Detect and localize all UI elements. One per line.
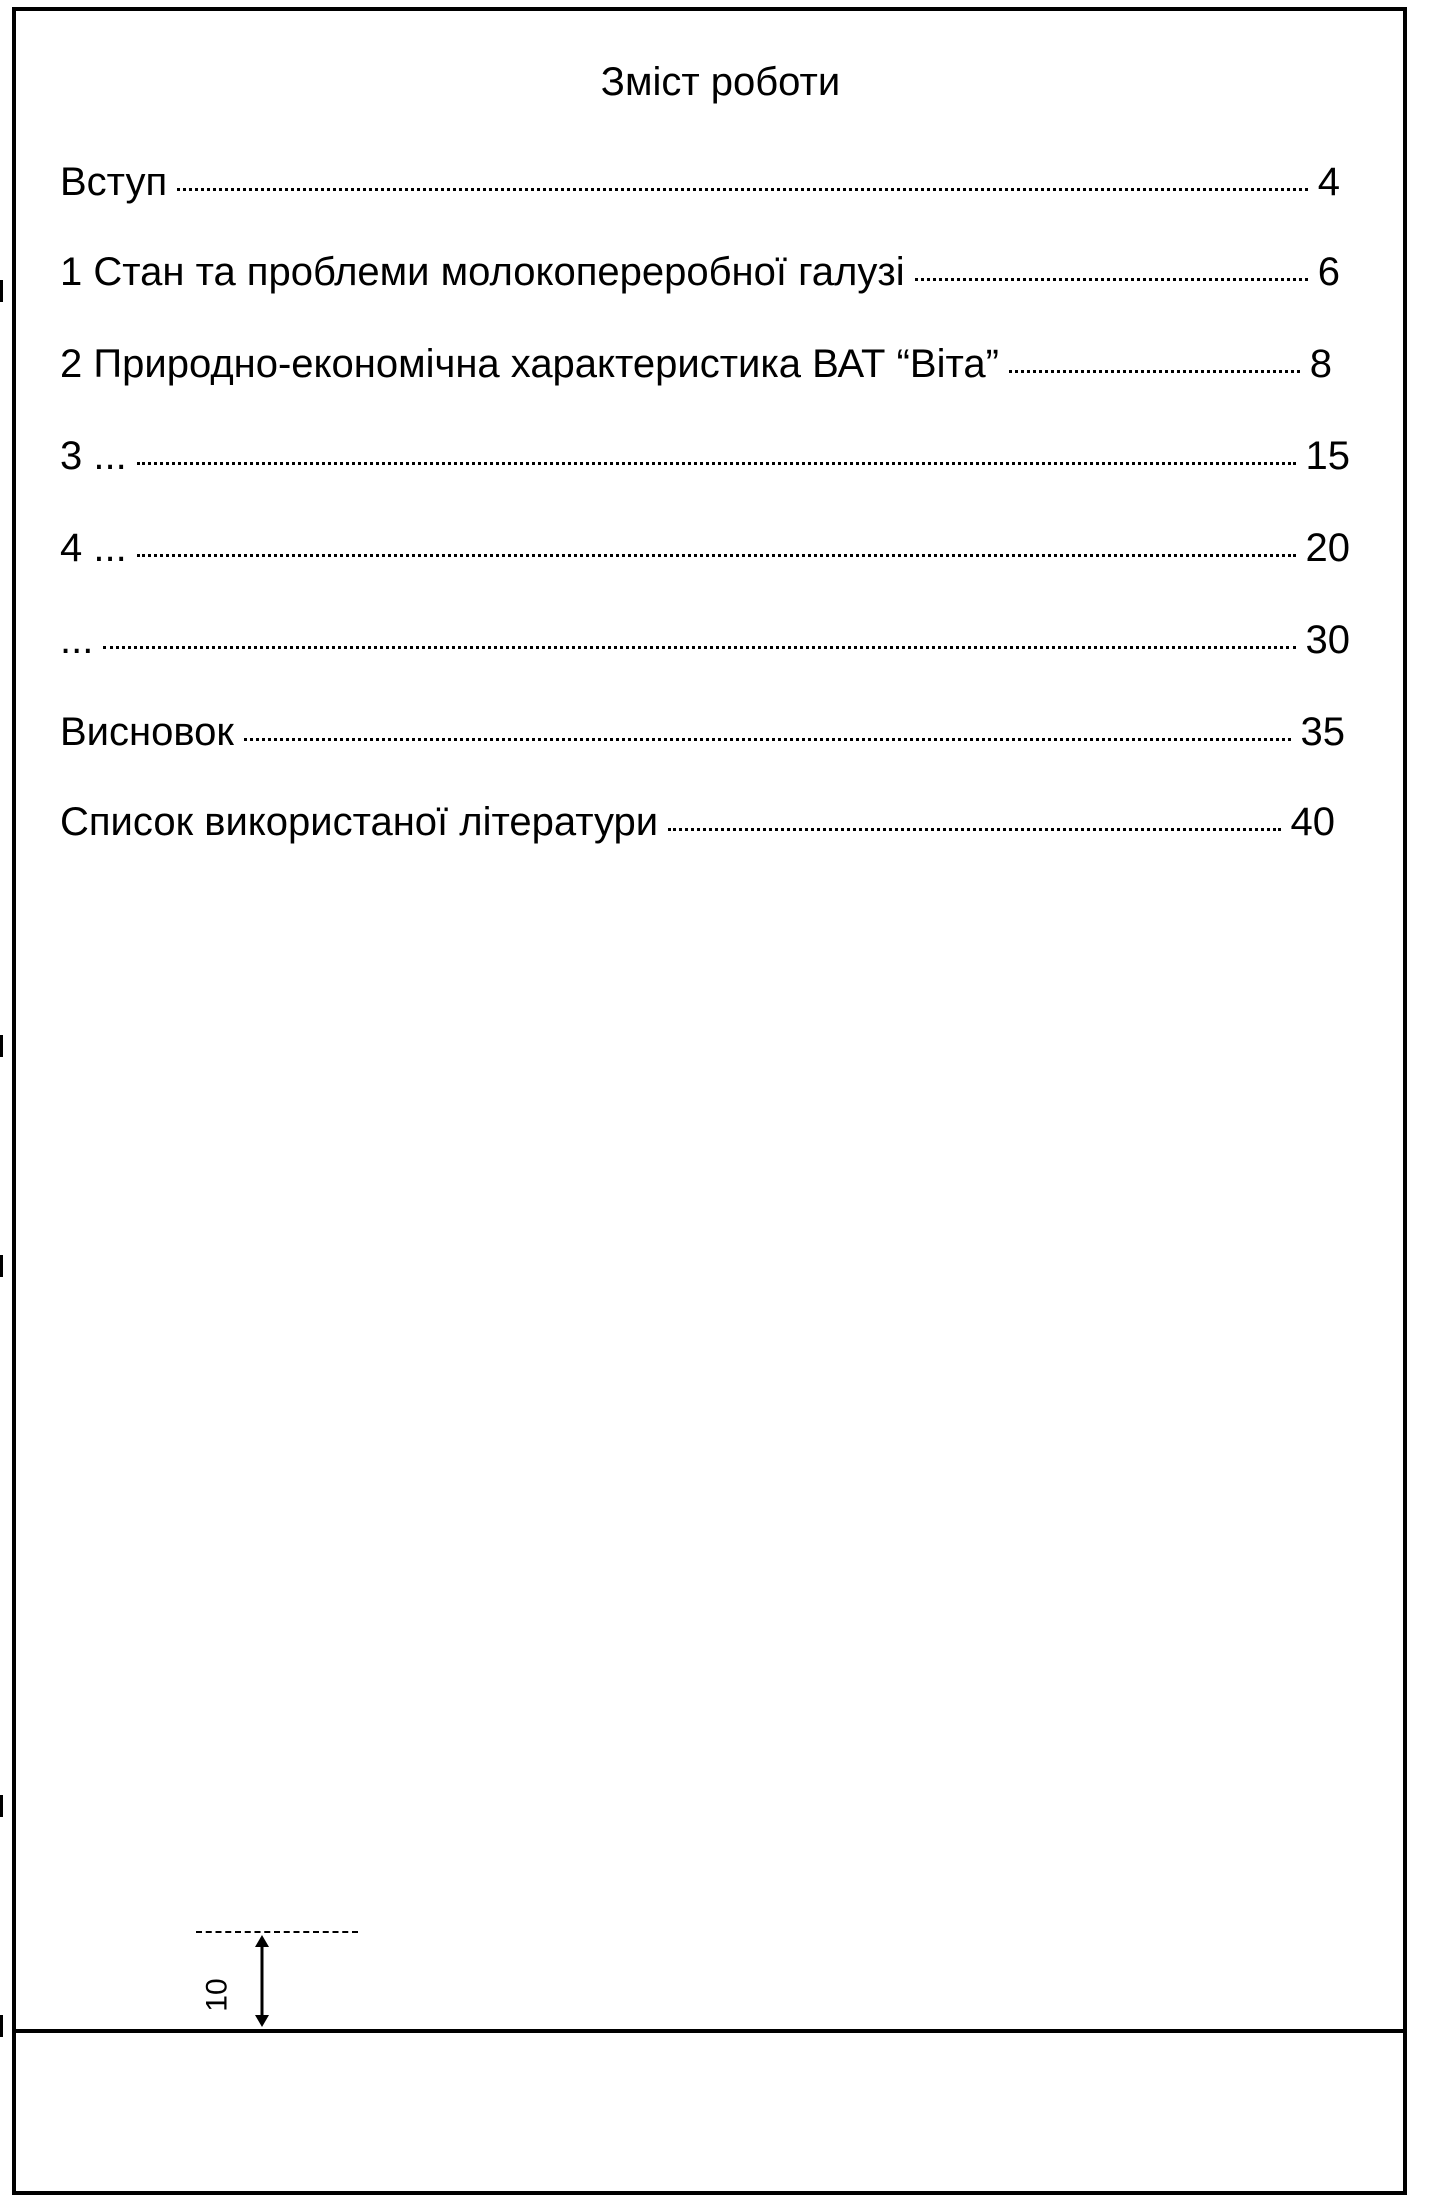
margin-guide-line <box>196 1931 358 1933</box>
toc-item <box>60 618 1350 663</box>
toc-leader-dots <box>137 462 1296 465</box>
toc-leader-dots <box>177 188 1308 191</box>
page-frame <box>12 7 1407 2195</box>
toc-leader-dots <box>668 828 1280 831</box>
toc-item-label: Висновок <box>60 710 234 754</box>
toc-item-label: Вступ <box>60 160 168 204</box>
toc-leader-dots <box>244 738 1291 741</box>
toc-item-page: 15 <box>1305 434 1350 478</box>
toc-item <box>60 800 1335 845</box>
toc-item <box>60 434 1350 479</box>
toc-item-label: 2 Природно-економічна характеристика ВАТ “Віта” <box>60 342 999 386</box>
toc-item-page: 35 <box>1300 710 1345 754</box>
toc-item-page: 8 <box>1309 342 1332 386</box>
toc-item <box>60 526 1350 571</box>
toc-leader-dots <box>103 646 1295 649</box>
toc-item-page: 20 <box>1305 526 1350 570</box>
toc-item-page: 6 <box>1317 250 1340 294</box>
toc-item <box>60 710 1345 755</box>
toc-leader-dots <box>1009 370 1300 373</box>
margin-dimension-label: 10 <box>200 1978 234 2012</box>
toc-item-label: 4 ... <box>60 526 127 570</box>
toc-item-page: 30 <box>1305 618 1350 662</box>
toc-item-label: ... <box>60 618 94 662</box>
toc-item <box>60 160 1340 205</box>
toc-leader-dots <box>137 554 1296 557</box>
toc-item-label: 1 Стан та проблеми молокопереробної галузі <box>60 250 905 294</box>
binding-tick <box>0 1795 3 1817</box>
binding-tick <box>0 280 3 302</box>
binding-tick <box>0 1255 3 1277</box>
toc-leader-dots <box>915 278 1308 281</box>
toc-item-label: 3 ... <box>60 434 127 478</box>
binding-tick <box>0 2015 3 2037</box>
toc-item-page: 4 <box>1317 160 1340 204</box>
toc-item-page: 40 <box>1290 800 1335 844</box>
toc-item <box>60 250 1340 295</box>
page-title: Зміст роботи <box>600 60 841 104</box>
toc-item-label: Список використаної літератури <box>60 800 659 844</box>
binding-tick <box>0 1035 3 1057</box>
double-arrow-icon <box>250 1935 274 2027</box>
toc-item <box>60 342 1332 387</box>
title-block-divider <box>12 2029 1407 2033</box>
